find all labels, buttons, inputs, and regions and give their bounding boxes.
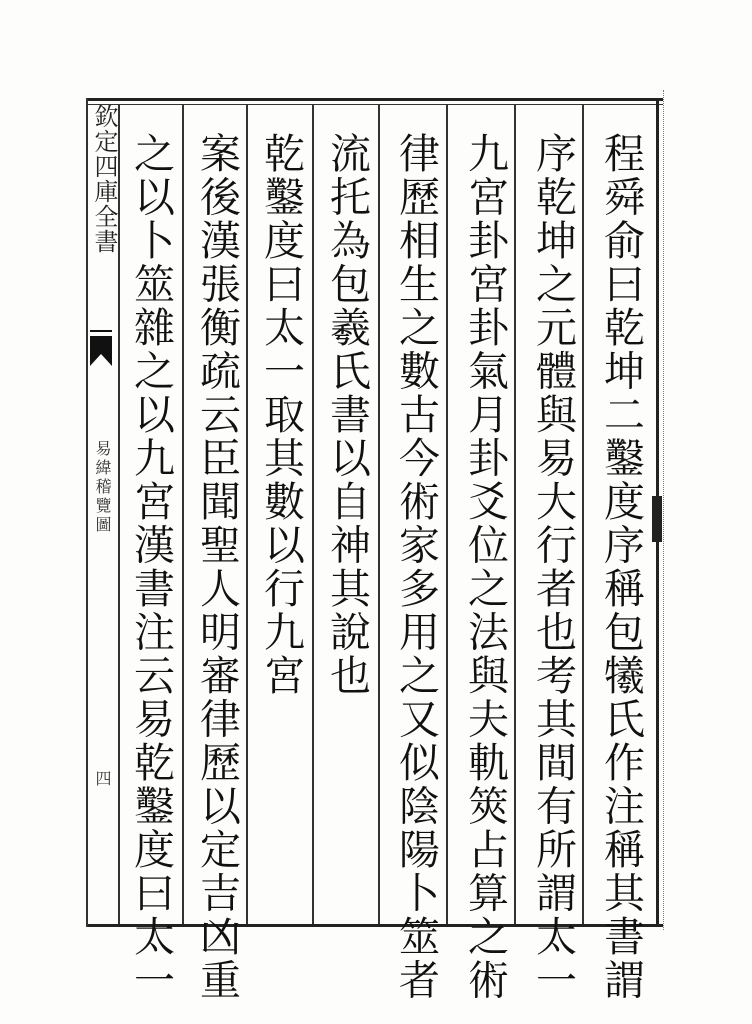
column-rule [246,104,248,924]
column-rule [582,104,584,924]
text-column-3: 九宮卦宮卦氣月卦爻位之法與夫軌筴占算之術 [461,132,509,1002]
column-rule [378,104,380,924]
text-column-1: 程舜俞曰乾坤二鑿度序稱包犧氏作注稱其書謂 [597,132,645,1002]
page-edge [663,90,668,930]
frame-left-border [86,98,88,927]
column-rule [514,104,516,924]
margin-book-title: 易緯稽覽圖 [93,440,112,535]
edge-ink-mark [652,496,662,542]
column-rule [118,104,120,924]
column-rule [182,104,184,924]
fishtail-ornament [90,336,112,366]
fishtail-line [90,330,112,332]
text-column-7: 案後漢張衡疏云臣聞聖人明審律歷以定吉凶重 [193,132,241,1002]
column-rule [312,104,314,924]
text-column-2: 序乾坤之元體與易大行者也考其間有所謂太一 [529,132,577,1002]
column-rule [446,104,448,924]
frame-top-border [88,98,663,101]
margin-collection-title: 欽定四庫全書 [90,104,118,254]
text-column-5: 流托為包羲氏書以自神其說也 [323,132,371,698]
text-column-6: 乾鑿度曰太一取其數以行九宮 [257,132,305,698]
text-column-4: 律歷相生之數古今術家多用之又似陰陽卜筮者 [392,132,440,1002]
margin-page-number: 四 [93,770,112,786]
text-column-8: 之以卜筮雜之以九宮漢書注云易乾鑿度曰太一 [127,132,175,1002]
frame-top-inner-border [88,104,663,105]
